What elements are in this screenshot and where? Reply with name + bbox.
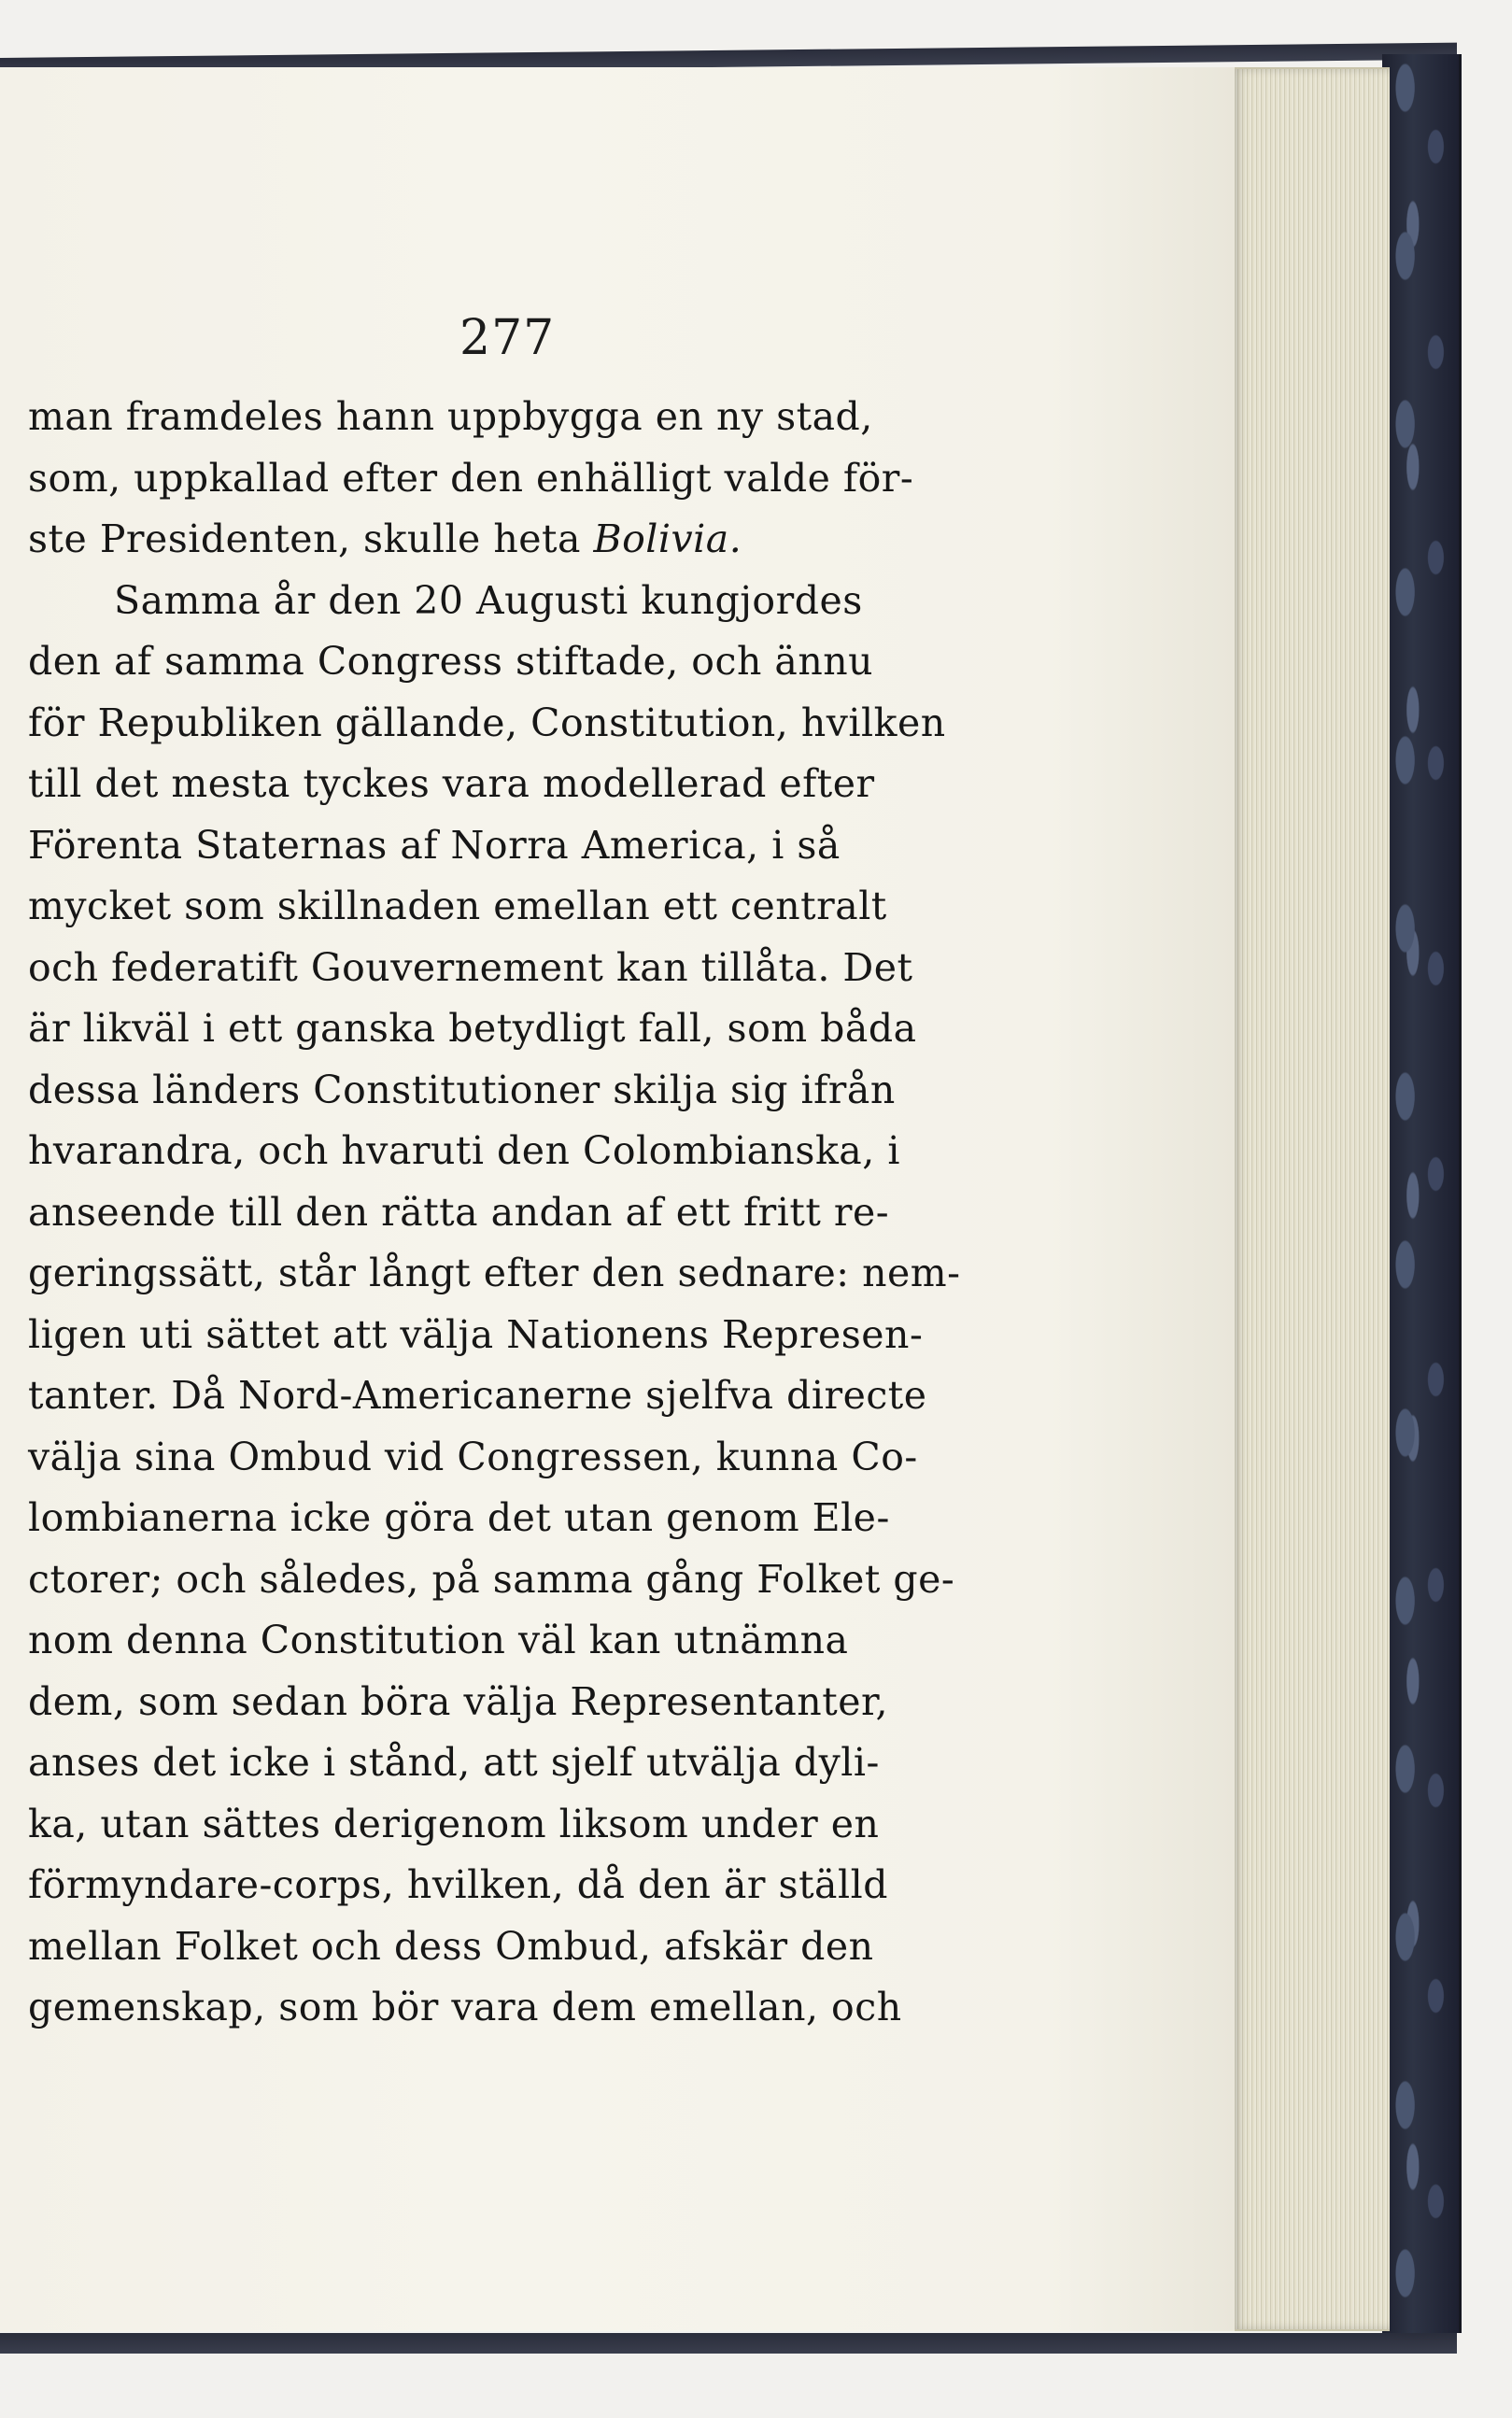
text-line — [28, 1732, 999, 1794]
text-line — [28, 1977, 999, 2039]
page-text — [28, 387, 999, 2039]
text-line-content: dessa länders Constitutioner skilja sig ifrån — [28, 1067, 896, 1112]
text-line — [28, 1427, 999, 1489]
text-line — [28, 1060, 999, 1122]
book-page — [0, 67, 1235, 2331]
text-line — [28, 387, 999, 448]
page-block-edges — [1231, 67, 1390, 2331]
text-line-content: välja sina Ombud vid Congressen, kunna Co- — [28, 1434, 918, 1479]
text-line-content: nom denna Constitution väl kan utnämna — [28, 1618, 849, 1662]
text-line-content: man framdeles hann uppbygga en ny stad, — [28, 394, 873, 439]
text-line — [28, 1243, 999, 1305]
text-line — [28, 1365, 999, 1427]
text-line-content: är likväl i ett ganska betydligt fall, som båda — [28, 1006, 917, 1051]
scan-background-bottom — [0, 2354, 1512, 2418]
text-line-content: förmyndare-corps, hvilken, då den är ställd — [28, 1862, 888, 1907]
text-line-content: ligen uti sättet att välja Nationens Represen- — [28, 1311, 924, 1357]
text-line-content: gemenskap, som bör vara dem emellan, och — [28, 1985, 902, 2029]
text-line-content: hvarandra, och hvaruti den Colombianska, i — [28, 1128, 900, 1173]
text-line — [28, 631, 999, 693]
italic-word: Bolivia. — [593, 516, 742, 561]
text-line — [28, 1610, 999, 1672]
text-line — [28, 1488, 999, 1549]
text-line-content: dem, som sedan böra välja Representanter, — [28, 1678, 889, 1724]
text-line — [28, 1916, 999, 1978]
text-line-content: och federatift Gouvernement kan tillåta. Det — [28, 944, 913, 990]
text-line-content: till det mesta tyckes vara modellerad efter — [28, 761, 875, 806]
text-line-content: mellan Folket och dess Ombud, afskär den — [28, 1923, 874, 1969]
text-line — [28, 815, 999, 877]
text-line — [28, 1549, 999, 1611]
page-number: 277 — [459, 310, 556, 366]
text-line-content: ctorer; och således, på samma gång Folket ge- — [28, 1556, 955, 1602]
text-line — [28, 1794, 999, 1856]
text-line-content: anses det icke i stånd, att sjelf utvälja dyli- — [28, 1740, 880, 1785]
book-cover-bottom-edge — [0, 2333, 1457, 2354]
text-line — [28, 1855, 999, 1916]
text-line — [28, 571, 999, 632]
text-line — [28, 998, 999, 1060]
text-line-content: lombianerna icke göra det utan genom Ele- — [28, 1495, 890, 1540]
text-line — [28, 1121, 999, 1182]
book-cover-marbled — [1382, 54, 1462, 2333]
text-line-content: Samma år den 20 Augusti kungjordes — [114, 577, 863, 623]
text-line — [28, 693, 999, 755]
text-line-content: för Republiken gällande, Constitution, hvilken — [28, 700, 946, 745]
text-line — [28, 1305, 999, 1366]
text-line-content: ste Presidenten, skulle heta — [28, 516, 594, 561]
text-line-content: ka, utan sättes derigenom liksom under en — [28, 1801, 880, 1846]
text-line — [28, 509, 999, 571]
text-line-content: den af samma Congress stiftade, och ännu — [28, 639, 874, 684]
text-line-content: som, uppkallad efter den enhälligt valde för- — [28, 455, 914, 501]
text-line-content: Förenta Staternas af Norra America, i så — [28, 822, 841, 868]
text-line-content: anseende till den rätta andan af ett fritt re- — [28, 1189, 890, 1235]
text-line — [28, 448, 999, 510]
text-line — [28, 938, 999, 999]
text-line — [28, 1672, 999, 1733]
text-line-content: geringssätt, står långt efter den sednare: nem- — [28, 1251, 961, 1295]
text-line — [28, 876, 999, 938]
text-line — [28, 1182, 999, 1244]
text-line-content: mycket som skillnaden emellan ett centralt — [28, 884, 887, 928]
text-line — [28, 754, 999, 815]
text-line-content: tanter. Då Nord-Americanerne sjelfva directe — [28, 1373, 927, 1418]
